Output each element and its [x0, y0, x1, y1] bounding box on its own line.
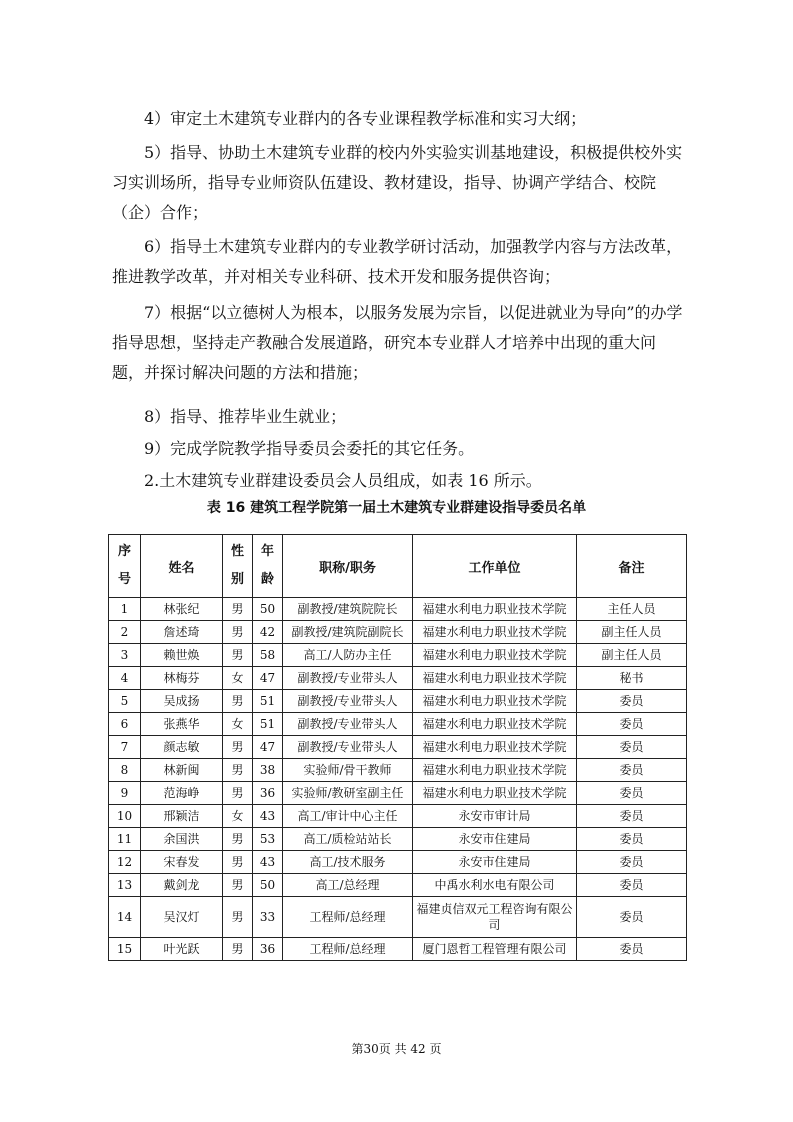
paragraph-item-8: 8）指导、推荐毕业生就业； [144, 407, 347, 426]
cell-gender: 男 [223, 938, 253, 961]
cell-age: 36 [253, 938, 283, 961]
table-row [109, 782, 687, 805]
cell-age: 51 [253, 690, 283, 713]
cell-gender: 男 [223, 621, 253, 644]
cell-name: 林梅芬 [141, 667, 223, 690]
cell-org: 福建贞信双元工程咨询有限公司 [413, 897, 577, 938]
cell-age: 53 [253, 828, 283, 851]
cell-org: 永安市住建局 [413, 851, 577, 874]
table-row [109, 736, 687, 759]
paragraph-item-7: 7）根据“以立德树人为根本，以服务发展为宗旨，以促进就业为导向”的办学指导思想，坚持走产教融合发展道路，研究本专业群人才培养中出现的重大问题，并探讨解决问题的方法和措施； [112, 303, 683, 382]
header-gender-line1: 性 [230, 544, 244, 559]
cell-age: 51 [253, 713, 283, 736]
cell-no: 8 [109, 759, 141, 782]
cell-age: 58 [253, 644, 283, 667]
cell-title: 高工/人防办主任 [283, 644, 413, 667]
cell-no: 13 [109, 874, 141, 897]
header-age-line1: 年 [260, 544, 274, 559]
cell-note: 委员 [577, 690, 687, 713]
cell-age: 47 [253, 667, 283, 690]
cell-name: 张燕华 [141, 713, 223, 736]
cell-gender: 男 [223, 782, 253, 805]
table-row [109, 897, 687, 938]
cell-org: 厦门恩哲工程管理有限公司 [413, 938, 577, 961]
cell-name: 叶光跃 [141, 938, 223, 961]
cell-gender: 男 [223, 874, 253, 897]
cell-gender: 女 [223, 713, 253, 736]
cell-name: 林新闽 [141, 759, 223, 782]
table-row [109, 938, 687, 961]
table-row [109, 667, 687, 690]
cell-note: 委员 [577, 874, 687, 897]
cell-no: 4 [109, 667, 141, 690]
cell-gender: 男 [223, 690, 253, 713]
cell-name: 赖世焕 [141, 644, 223, 667]
cell-no: 1 [109, 598, 141, 621]
cell-note: 主任人员 [577, 598, 687, 621]
header-gender-line2: 别 [230, 572, 244, 587]
cell-title: 高工/技术服务 [283, 851, 413, 874]
cell-gender: 男 [223, 851, 253, 874]
cell-note: 委员 [577, 736, 687, 759]
header-title: 职称/职务 [283, 535, 413, 598]
cell-note: 委员 [577, 713, 687, 736]
cell-note: 委员 [577, 897, 687, 938]
cell-gender: 男 [223, 759, 253, 782]
cell-org: 福建水利电力职业技术学院 [413, 667, 577, 690]
cell-org: 福建水利电力职业技术学院 [413, 598, 577, 621]
table-row [109, 690, 687, 713]
cell-org: 福建水利电力职业技术学院 [413, 713, 577, 736]
cell-age: 47 [253, 736, 283, 759]
cell-title: 副教授/建筑院副院长 [283, 621, 413, 644]
header-seq [109, 535, 141, 598]
cell-title: 实验师/骨干教师 [283, 759, 413, 782]
paragraph-item-5: 5）指导、协助土木建筑专业群的校内外实验实训基地建设，积极提供校外实习实训场所，指导专业师资队伍建设、教材建设，指导、协调产学结合、校院（企）合作； [112, 143, 683, 222]
cell-title: 副教授/专业带头人 [283, 736, 413, 759]
table-row [109, 874, 687, 897]
header-seq-line1: 序 [117, 544, 131, 559]
table-row [109, 805, 687, 828]
cell-note: 秘书 [577, 667, 687, 690]
cell-title: 高工/总经理 [283, 874, 413, 897]
cell-title: 副教授/专业带头人 [283, 713, 413, 736]
cell-title: 高工/质检站站长 [283, 828, 413, 851]
cell-age: 38 [253, 759, 283, 782]
cell-org: 福建水利电力职业技术学院 [413, 759, 577, 782]
cell-title: 副教授/专业带头人 [283, 667, 413, 690]
table-header-row [109, 535, 687, 598]
cell-note: 副主任人员 [577, 621, 687, 644]
table-caption: 表 16 建筑工程学院第一届土木建筑专业群建设指导委员名单 [206, 500, 587, 516]
cell-org: 永安市住建局 [413, 828, 577, 851]
cell-title: 实验师/教研室副主任 [283, 782, 413, 805]
table-row [109, 759, 687, 782]
cell-age: 50 [253, 598, 283, 621]
cell-no: 3 [109, 644, 141, 667]
cell-name: 戴剑龙 [141, 874, 223, 897]
cell-gender: 男 [223, 828, 253, 851]
cell-name: 吴汉灯 [141, 897, 223, 938]
cell-gender: 女 [223, 667, 253, 690]
cell-note: 委员 [577, 828, 687, 851]
table-row [109, 828, 687, 851]
cell-org: 福建水利电力职业技术学院 [413, 690, 577, 713]
cell-gender: 男 [223, 736, 253, 759]
committee-table [108, 534, 687, 961]
cell-note: 委员 [577, 938, 687, 961]
cell-gender: 男 [223, 644, 253, 667]
cell-no: 14 [109, 897, 141, 938]
cell-title: 高工/审计中心主任 [283, 805, 413, 828]
cell-name: 邢颖洁 [141, 805, 223, 828]
paragraph-section-2: 2.土木建筑专业群建设委员会人员组成，如表 16 所示。 [144, 471, 542, 490]
cell-name: 余国洪 [141, 828, 223, 851]
cell-no: 2 [109, 621, 141, 644]
cell-no: 11 [109, 828, 141, 851]
cell-name: 林张纪 [141, 598, 223, 621]
header-gender [223, 535, 253, 598]
cell-title: 副教授/建筑院院长 [283, 598, 413, 621]
paragraph-item-6: 6）指导土木建筑专业群内的专业教学研讨活动，加强教学内容与方法改革，推进教学改革，并对相关专业科研、技术开发和服务提供咨询； [112, 237, 683, 286]
cell-no: 7 [109, 736, 141, 759]
cell-name: 颜志敏 [141, 736, 223, 759]
paragraph-item-4: 4）审定土木建筑专业群内的各专业课程教学标准和实习大纲； [144, 109, 587, 128]
header-age-line2: 龄 [260, 572, 274, 587]
cell-note: 委员 [577, 805, 687, 828]
cell-no: 15 [109, 938, 141, 961]
cell-org: 福建水利电力职业技术学院 [413, 782, 577, 805]
cell-no: 6 [109, 713, 141, 736]
cell-org: 福建水利电力职业技术学院 [413, 621, 577, 644]
cell-note: 委员 [577, 782, 687, 805]
table-row [109, 621, 687, 644]
header-org: 工作单位 [413, 535, 577, 598]
cell-title: 工程师/总经理 [283, 938, 413, 961]
header-seq-line2: 号 [117, 572, 131, 587]
cell-no: 10 [109, 805, 141, 828]
cell-org: 福建水利电力职业技术学院 [413, 736, 577, 759]
cell-org: 中禹水利水电有限公司 [413, 874, 577, 897]
cell-age: 36 [253, 782, 283, 805]
header-name: 姓名 [141, 535, 223, 598]
page-footer: 第30页 共 42 页 [351, 1042, 442, 1056]
cell-name: 范海峥 [141, 782, 223, 805]
cell-gender: 男 [223, 598, 253, 621]
table-row [109, 598, 687, 621]
cell-age: 50 [253, 874, 283, 897]
cell-no: 12 [109, 851, 141, 874]
cell-note: 副主任人员 [577, 644, 687, 667]
cell-gender: 男 [223, 897, 253, 938]
cell-org: 永安市审计局 [413, 805, 577, 828]
cell-no: 5 [109, 690, 141, 713]
cell-age: 33 [253, 897, 283, 938]
cell-org: 福建水利电力职业技术学院 [413, 644, 577, 667]
header-note: 备注 [577, 535, 687, 598]
cell-name: 詹述琦 [141, 621, 223, 644]
paragraph-item-9: 9）完成学院教学指导委员会委托的其它任务。 [144, 439, 475, 458]
cell-gender: 女 [223, 805, 253, 828]
table-row [109, 713, 687, 736]
table-row [109, 851, 687, 874]
table-body [109, 598, 687, 961]
cell-age: 43 [253, 805, 283, 828]
cell-note: 委员 [577, 851, 687, 874]
cell-name: 宋春发 [141, 851, 223, 874]
cell-name: 吴成扬 [141, 690, 223, 713]
cell-note: 委员 [577, 759, 687, 782]
header-age [253, 535, 283, 598]
cell-age: 43 [253, 851, 283, 874]
cell-age: 42 [253, 621, 283, 644]
cell-no: 9 [109, 782, 141, 805]
table-row [109, 644, 687, 667]
cell-title: 副教授/专业带头人 [283, 690, 413, 713]
cell-title: 工程师/总经理 [283, 897, 413, 938]
